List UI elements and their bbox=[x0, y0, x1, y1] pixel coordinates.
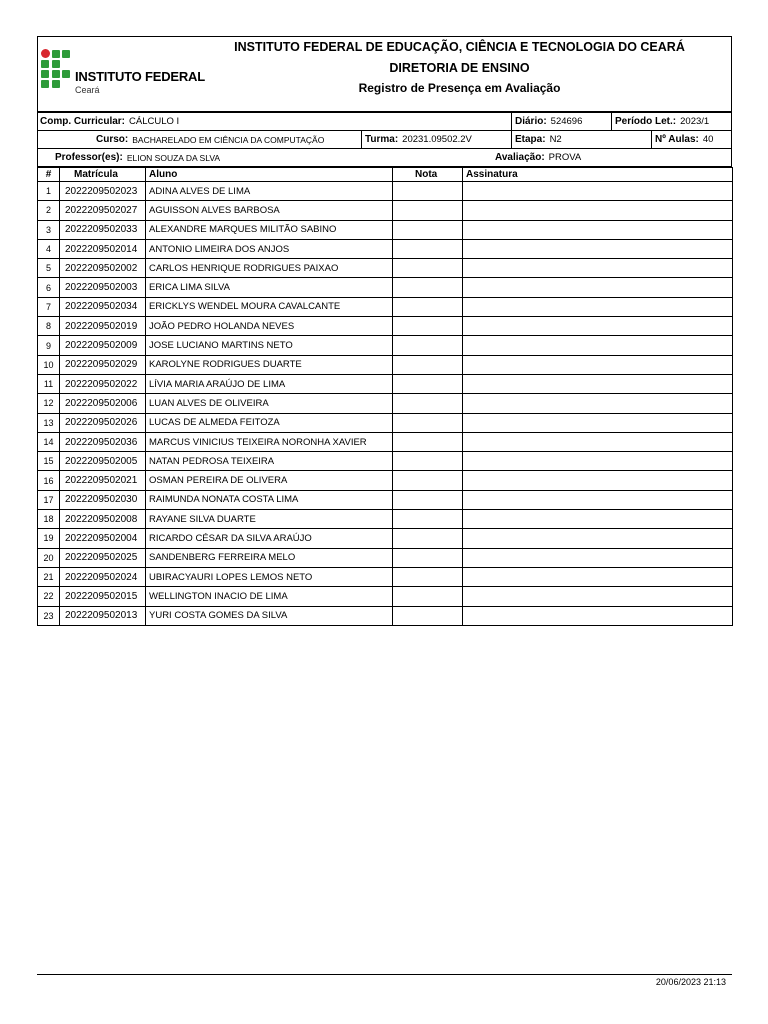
institute-title: INSTITUTO FEDERAL DE EDUCAÇÃO, CIÊNCIA E TECNOLOGIA DO CEARÁ bbox=[234, 40, 685, 54]
row-number: 6 bbox=[38, 278, 60, 297]
footer-divider bbox=[37, 974, 732, 975]
row-signature-cell bbox=[463, 239, 733, 258]
row-registration: 2022209502024 bbox=[60, 567, 146, 586]
row-student-name: ERICA LIMA SILVA bbox=[146, 278, 393, 297]
course-field: Curso: BACHARELADO EM CIÊNCIA DA COMPUTAÇÃO bbox=[96, 134, 325, 145]
table-row bbox=[38, 201, 733, 220]
table-row bbox=[38, 239, 733, 258]
row-student-name: KAROLYNE RODRIGUES DUARTE bbox=[146, 355, 393, 374]
row-number: 20 bbox=[38, 548, 60, 567]
row-signature-cell bbox=[463, 413, 733, 432]
logo-mark-icon bbox=[41, 49, 71, 91]
row-grade-cell bbox=[393, 182, 463, 201]
row-registration: 2022209502008 bbox=[60, 510, 146, 529]
row-registration: 2022209502025 bbox=[60, 548, 146, 567]
row-registration: 2022209502014 bbox=[60, 239, 146, 258]
col-header-student: Aluno bbox=[146, 168, 393, 182]
table-header bbox=[38, 168, 733, 182]
row-number: 4 bbox=[38, 239, 60, 258]
row-signature-cell bbox=[463, 317, 733, 336]
row-grade-cell bbox=[393, 529, 463, 548]
table-row bbox=[38, 606, 733, 625]
row-number: 9 bbox=[38, 336, 60, 355]
row-registration: 2022209502003 bbox=[60, 278, 146, 297]
col-header-registration: Matrícula bbox=[60, 168, 146, 182]
row-student-name: SANDENBERG FERREIRA MELO bbox=[146, 548, 393, 567]
info-row-course bbox=[38, 131, 731, 149]
row-number: 17 bbox=[38, 490, 60, 509]
table-row bbox=[38, 220, 733, 239]
row-number: 10 bbox=[38, 355, 60, 374]
row-registration: 2022209502021 bbox=[60, 471, 146, 490]
row-number: 16 bbox=[38, 471, 60, 490]
row-number: 13 bbox=[38, 413, 60, 432]
row-student-name: RAIMUNDA NONATA COSTA LIMA bbox=[146, 490, 393, 509]
row-number: 18 bbox=[38, 510, 60, 529]
row-signature-cell bbox=[463, 336, 733, 355]
row-student-name: RAYANE SILVA DUARTE bbox=[146, 510, 393, 529]
row-registration: 2022209502029 bbox=[60, 355, 146, 374]
row-registration: 2022209502015 bbox=[60, 587, 146, 606]
lessons-field: Nº Aulas: 40 bbox=[651, 131, 732, 148]
row-grade-cell bbox=[393, 297, 463, 316]
row-registration: 2022209502034 bbox=[60, 297, 146, 316]
table-row bbox=[38, 374, 733, 393]
row-student-name: AGUISSON ALVES BARBOSA bbox=[146, 201, 393, 220]
row-registration: 2022209502019 bbox=[60, 317, 146, 336]
row-student-name: MARCUS VINICIUS TEIXEIRA NORONHA XAVIER bbox=[146, 432, 393, 451]
row-signature-cell bbox=[463, 529, 733, 548]
course-info bbox=[37, 111, 732, 167]
row-number: 19 bbox=[38, 529, 60, 548]
row-signature-cell bbox=[463, 259, 733, 278]
row-grade-cell bbox=[393, 278, 463, 297]
row-registration: 2022209502023 bbox=[60, 182, 146, 201]
row-registration: 2022209502036 bbox=[60, 432, 146, 451]
table-row bbox=[38, 278, 733, 297]
row-grade-cell bbox=[393, 452, 463, 471]
row-student-name: RICARDO CÉSAR DA SILVA ARAÚJO bbox=[146, 529, 393, 548]
row-student-name: JOÃO PEDRO HOLANDA NEVES bbox=[146, 317, 393, 336]
row-grade-cell bbox=[393, 490, 463, 509]
table-body bbox=[38, 182, 733, 626]
row-student-name: ERICKLYS WENDEL MOURA CAVALCANTE bbox=[146, 297, 393, 316]
row-number: 23 bbox=[38, 606, 60, 625]
table-row bbox=[38, 336, 733, 355]
col-header-number: # bbox=[38, 168, 60, 182]
table-row bbox=[38, 452, 733, 471]
row-grade-cell bbox=[393, 220, 463, 239]
row-student-name: UBIRACYAURI LOPES LEMOS NETO bbox=[146, 567, 393, 586]
attendance-sheet bbox=[37, 36, 732, 626]
row-grade-cell bbox=[393, 548, 463, 567]
table-row bbox=[38, 567, 733, 586]
institute-logo bbox=[41, 49, 205, 99]
row-student-name: ADINA ALVES DE LIMA bbox=[146, 182, 393, 201]
row-student-name: CARLOS HENRIQUE RODRIGUES PAIXAO bbox=[146, 259, 393, 278]
info-row-component bbox=[38, 112, 731, 131]
table-row bbox=[38, 355, 733, 374]
col-header-signature: Assinatura bbox=[463, 168, 733, 182]
row-grade-cell bbox=[393, 432, 463, 451]
row-student-name: JOSE LUCIANO MARTINS NETO bbox=[146, 336, 393, 355]
document-header bbox=[37, 36, 732, 111]
row-number: 1 bbox=[38, 182, 60, 201]
diario-field: Diário: 524696 bbox=[511, 113, 611, 130]
row-signature-cell bbox=[463, 490, 733, 509]
row-student-name: WELLINGTON INACIO DE LIMA bbox=[146, 587, 393, 606]
table-row bbox=[38, 259, 733, 278]
table-row bbox=[38, 432, 733, 451]
row-signature-cell bbox=[463, 471, 733, 490]
row-grade-cell bbox=[393, 567, 463, 586]
row-signature-cell bbox=[463, 220, 733, 239]
row-grade-cell bbox=[393, 317, 463, 336]
row-grade-cell bbox=[393, 606, 463, 625]
row-student-name: ANTONIO LIMEIRA DOS ANJOS bbox=[146, 239, 393, 258]
row-number: 3 bbox=[38, 220, 60, 239]
row-grade-cell bbox=[393, 336, 463, 355]
period-field: Período Let.: 2023/1 bbox=[611, 113, 732, 130]
row-signature-cell bbox=[463, 394, 733, 413]
table-row bbox=[38, 182, 733, 201]
logo-name: INSTITUTO FEDERAL bbox=[75, 69, 205, 84]
row-student-name: NATAN PEDROSA TEIXEIRA bbox=[146, 452, 393, 471]
row-grade-cell bbox=[393, 259, 463, 278]
row-grade-cell bbox=[393, 355, 463, 374]
print-timestamp: 20/06/2023 21:13 bbox=[655, 977, 726, 987]
table-row bbox=[38, 529, 733, 548]
row-student-name: ALEXANDRE MARQUES MILITÃO SABINO bbox=[146, 220, 393, 239]
row-number: 8 bbox=[38, 317, 60, 336]
row-signature-cell bbox=[463, 182, 733, 201]
row-registration: 2022209502022 bbox=[60, 374, 146, 393]
table-row bbox=[38, 297, 733, 316]
row-signature-cell bbox=[463, 452, 733, 471]
row-grade-cell bbox=[393, 413, 463, 432]
component-field: Comp. Curricular: CÁLCULO I bbox=[40, 116, 180, 127]
row-signature-cell bbox=[463, 567, 733, 586]
stage-field: Etapa: N2 bbox=[511, 131, 651, 148]
row-signature-cell bbox=[463, 355, 733, 374]
header-titles bbox=[188, 38, 731, 95]
row-student-name: OSMAN PEREIRA DE OLIVERA bbox=[146, 471, 393, 490]
row-number: 11 bbox=[38, 374, 60, 393]
table-row bbox=[38, 510, 733, 529]
row-grade-cell bbox=[393, 394, 463, 413]
row-signature-cell bbox=[463, 297, 733, 316]
row-registration: 2022209502004 bbox=[60, 529, 146, 548]
row-number: 5 bbox=[38, 259, 60, 278]
row-student-name: LÍVIA MARIA ARAÚJO DE LIMA bbox=[146, 374, 393, 393]
row-registration: 2022209502026 bbox=[60, 413, 146, 432]
row-student-name: LUCAS DE ALMEDA FEITOZA bbox=[146, 413, 393, 432]
row-registration: 2022209502013 bbox=[60, 606, 146, 625]
row-registration: 2022209502009 bbox=[60, 336, 146, 355]
row-registration: 2022209502002 bbox=[60, 259, 146, 278]
row-number: 7 bbox=[38, 297, 60, 316]
row-grade-cell bbox=[393, 374, 463, 393]
professor-field: Professor(es): ELION SOUZA DA SLVA bbox=[55, 152, 221, 163]
col-header-grade: Nota bbox=[393, 168, 463, 182]
table-row bbox=[38, 317, 733, 336]
directorate-title: DIRETORIA DE ENSINO bbox=[389, 61, 530, 75]
row-registration: 2022209502005 bbox=[60, 452, 146, 471]
row-registration: 2022209502033 bbox=[60, 220, 146, 239]
row-signature-cell bbox=[463, 587, 733, 606]
row-registration: 2022209502006 bbox=[60, 394, 146, 413]
table-row bbox=[38, 548, 733, 567]
row-student-name: LUAN ALVES DE OLIVEIRA bbox=[146, 394, 393, 413]
student-table bbox=[37, 167, 733, 626]
row-number: 2 bbox=[38, 201, 60, 220]
row-number: 15 bbox=[38, 452, 60, 471]
row-number: 22 bbox=[38, 587, 60, 606]
table-row bbox=[38, 471, 733, 490]
row-signature-cell bbox=[463, 510, 733, 529]
row-grade-cell bbox=[393, 510, 463, 529]
row-student-name: YURI COSTA GOMES DA SILVA bbox=[146, 606, 393, 625]
row-signature-cell bbox=[463, 548, 733, 567]
logo-subtitle: Ceará bbox=[75, 85, 100, 95]
class-field: Turma: 20231.09502.2V bbox=[361, 131, 511, 148]
row-grade-cell bbox=[393, 239, 463, 258]
table-row bbox=[38, 413, 733, 432]
row-signature-cell bbox=[463, 374, 733, 393]
row-grade-cell bbox=[393, 587, 463, 606]
row-registration: 2022209502030 bbox=[60, 490, 146, 509]
row-number: 14 bbox=[38, 432, 60, 451]
info-row-professor bbox=[38, 149, 731, 167]
row-grade-cell bbox=[393, 201, 463, 220]
row-signature-cell bbox=[463, 278, 733, 297]
row-grade-cell bbox=[393, 471, 463, 490]
row-registration: 2022209502027 bbox=[60, 201, 146, 220]
row-signature-cell bbox=[463, 606, 733, 625]
row-signature-cell bbox=[463, 201, 733, 220]
row-signature-cell bbox=[463, 432, 733, 451]
table-row bbox=[38, 587, 733, 606]
table-row bbox=[38, 490, 733, 509]
row-number: 21 bbox=[38, 567, 60, 586]
evaluation-field: Avaliação: PROVA bbox=[495, 152, 582, 163]
report-title: Registro de Presença em Avaliação bbox=[358, 81, 561, 95]
table-row bbox=[38, 394, 733, 413]
row-number: 12 bbox=[38, 394, 60, 413]
